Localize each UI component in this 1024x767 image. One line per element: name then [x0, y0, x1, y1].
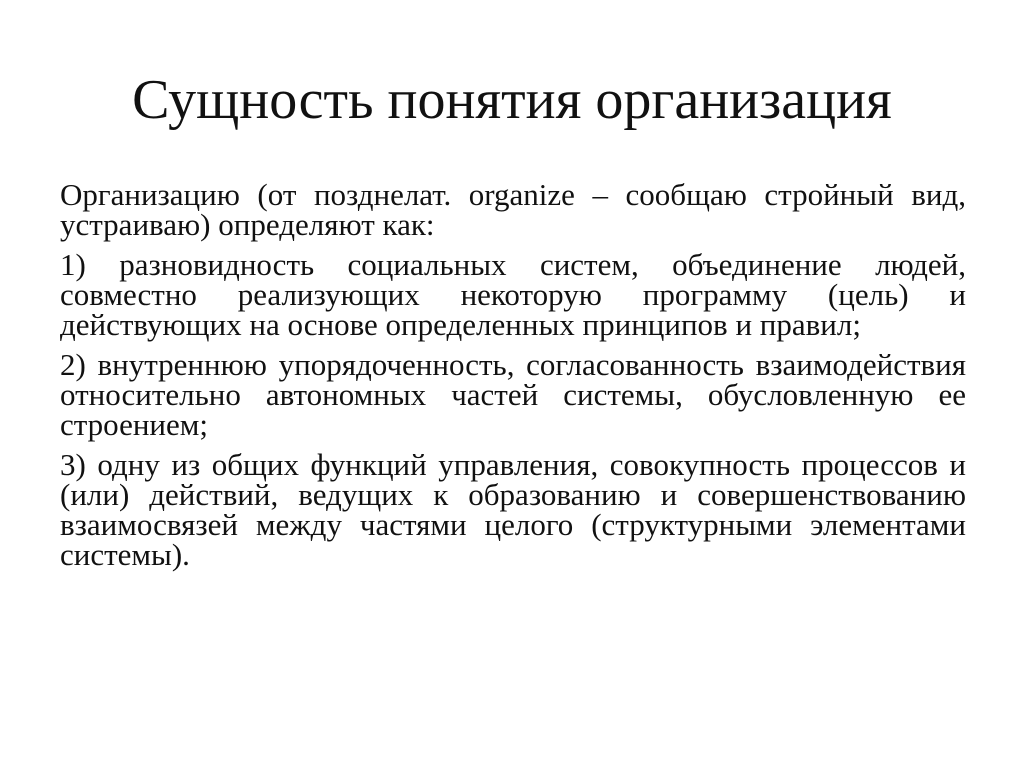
definition-intro: Организацию (от позднелат. organize – сообщаю стройный вид, устраиваю) определяют как:: [60, 177, 966, 242]
definition-item-2: 2) внутреннюю упорядоченность, согласованность взаимодействия относительно автономных частей системы, обусловленную ее строением;: [60, 347, 966, 442]
slide-title: Сущность понятия организация: [132, 69, 892, 131]
definition-item-1: 1) разновидность социальных систем, объединение людей, совместно реализующих некоторую программу (цель) и действующих на основе определенных принципов и правил;: [60, 247, 966, 342]
definition-item-3: 3) одну из общих функций управления, совокупность процессов и (или) действий, ведущих к образованию и совершенствованию взаимосвязей между частями целого (структурными элементами системы).: [60, 447, 966, 572]
slide-body: [60, 177, 966, 580]
